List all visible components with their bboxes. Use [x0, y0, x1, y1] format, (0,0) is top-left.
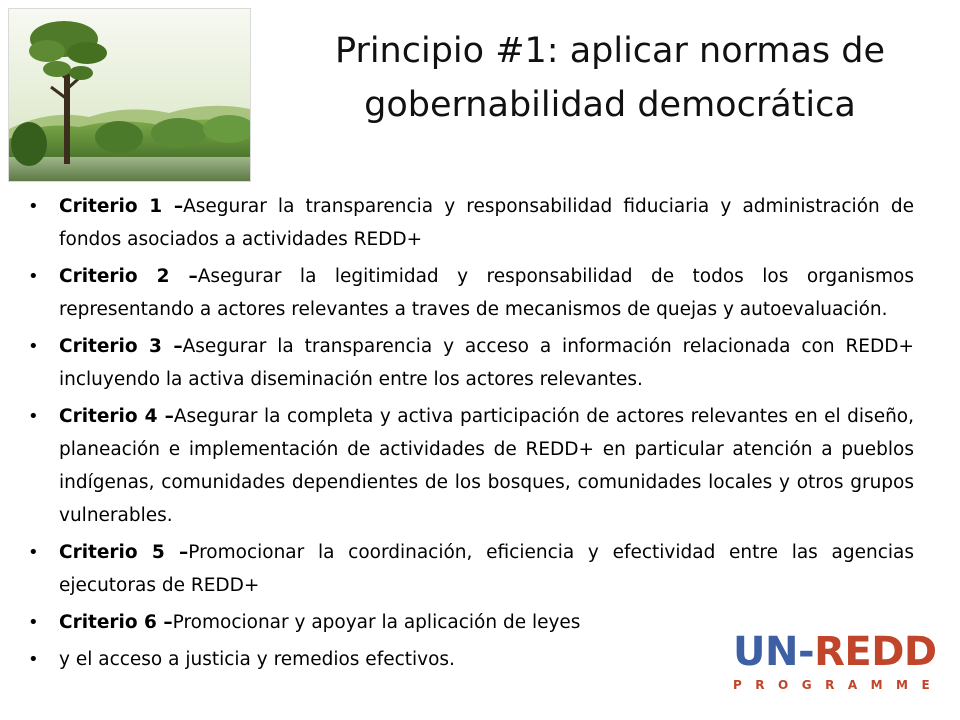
- bullet: •: [28, 196, 39, 217]
- criterion-label: Criterio 5 –: [59, 542, 189, 563]
- criterion-label: Criterio 2 –: [59, 266, 198, 287]
- bullet: •: [28, 612, 39, 633]
- criterion-text: Promocionar y apoyar la aplicación de leyes: [172, 612, 581, 633]
- criterion-label: Criterio 1 –: [59, 196, 184, 217]
- title-line-1: Principio #1: aplicar normas de: [334, 31, 886, 71]
- criterion-text: y el acceso a justicia y remedios efectivos.: [59, 649, 455, 670]
- criterion-1: [22, 190, 914, 256]
- criterion-text: Asegurar la transparencia y acceso a información relacionada con REDD+ incluyendo la activa diseminación entre los actores relevantes.: [59, 336, 914, 390]
- logo-dash: -: [797, 629, 815, 675]
- criterion-label: Criterio 6 –: [59, 612, 173, 633]
- criterion-text: Promocionar la coordinación, eficiencia y efectividad entre las agencias ejecutoras de REDD+: [59, 542, 914, 596]
- slide-title: [265, 24, 955, 132]
- bullet: •: [28, 542, 39, 563]
- logo-programme: PROGRAMME: [733, 678, 944, 692]
- bullet: •: [28, 266, 39, 287]
- bullet: •: [28, 649, 39, 670]
- criterion-label: Criterio 4 –: [59, 406, 174, 427]
- bullet: •: [28, 406, 39, 427]
- criterion-5: [22, 536, 914, 602]
- forest-tree-photo: [8, 8, 251, 182]
- criterion-2: [22, 260, 914, 326]
- criterion-3: [22, 330, 914, 396]
- un-redd-logo: [733, 628, 944, 700]
- criterion-text: Asegurar la legitimidad y responsabilidad de todos los organismos representando a actores relevantes a traves de mecanismos de quejas y autoevaluación.: [59, 266, 914, 320]
- logo-redd: REDD: [814, 629, 937, 675]
- logo-wordmark: [733, 628, 938, 676]
- criterion-text: Asegurar la completa y activa participación de actores relevantes en el diseño, planeación e implementación de actividades de REDD+ en particular atención a pueblos indígenas, comunidades dependientes de los bosques, comunidades locales y otros grupos vulnerables.: [59, 406, 914, 526]
- criterion-text: Asegurar la transparencia y responsabilidad fiduciaria y administración de fondos asociados a actividades REDD+: [59, 196, 914, 250]
- criterion-label: Criterio 3 –: [59, 336, 183, 357]
- title-line-2: gobernabilidad democrática: [364, 85, 856, 125]
- logo-un: UN: [733, 629, 798, 675]
- criterion-4: [22, 400, 914, 532]
- bullet: •: [28, 336, 39, 357]
- criteria-list: [22, 190, 914, 680]
